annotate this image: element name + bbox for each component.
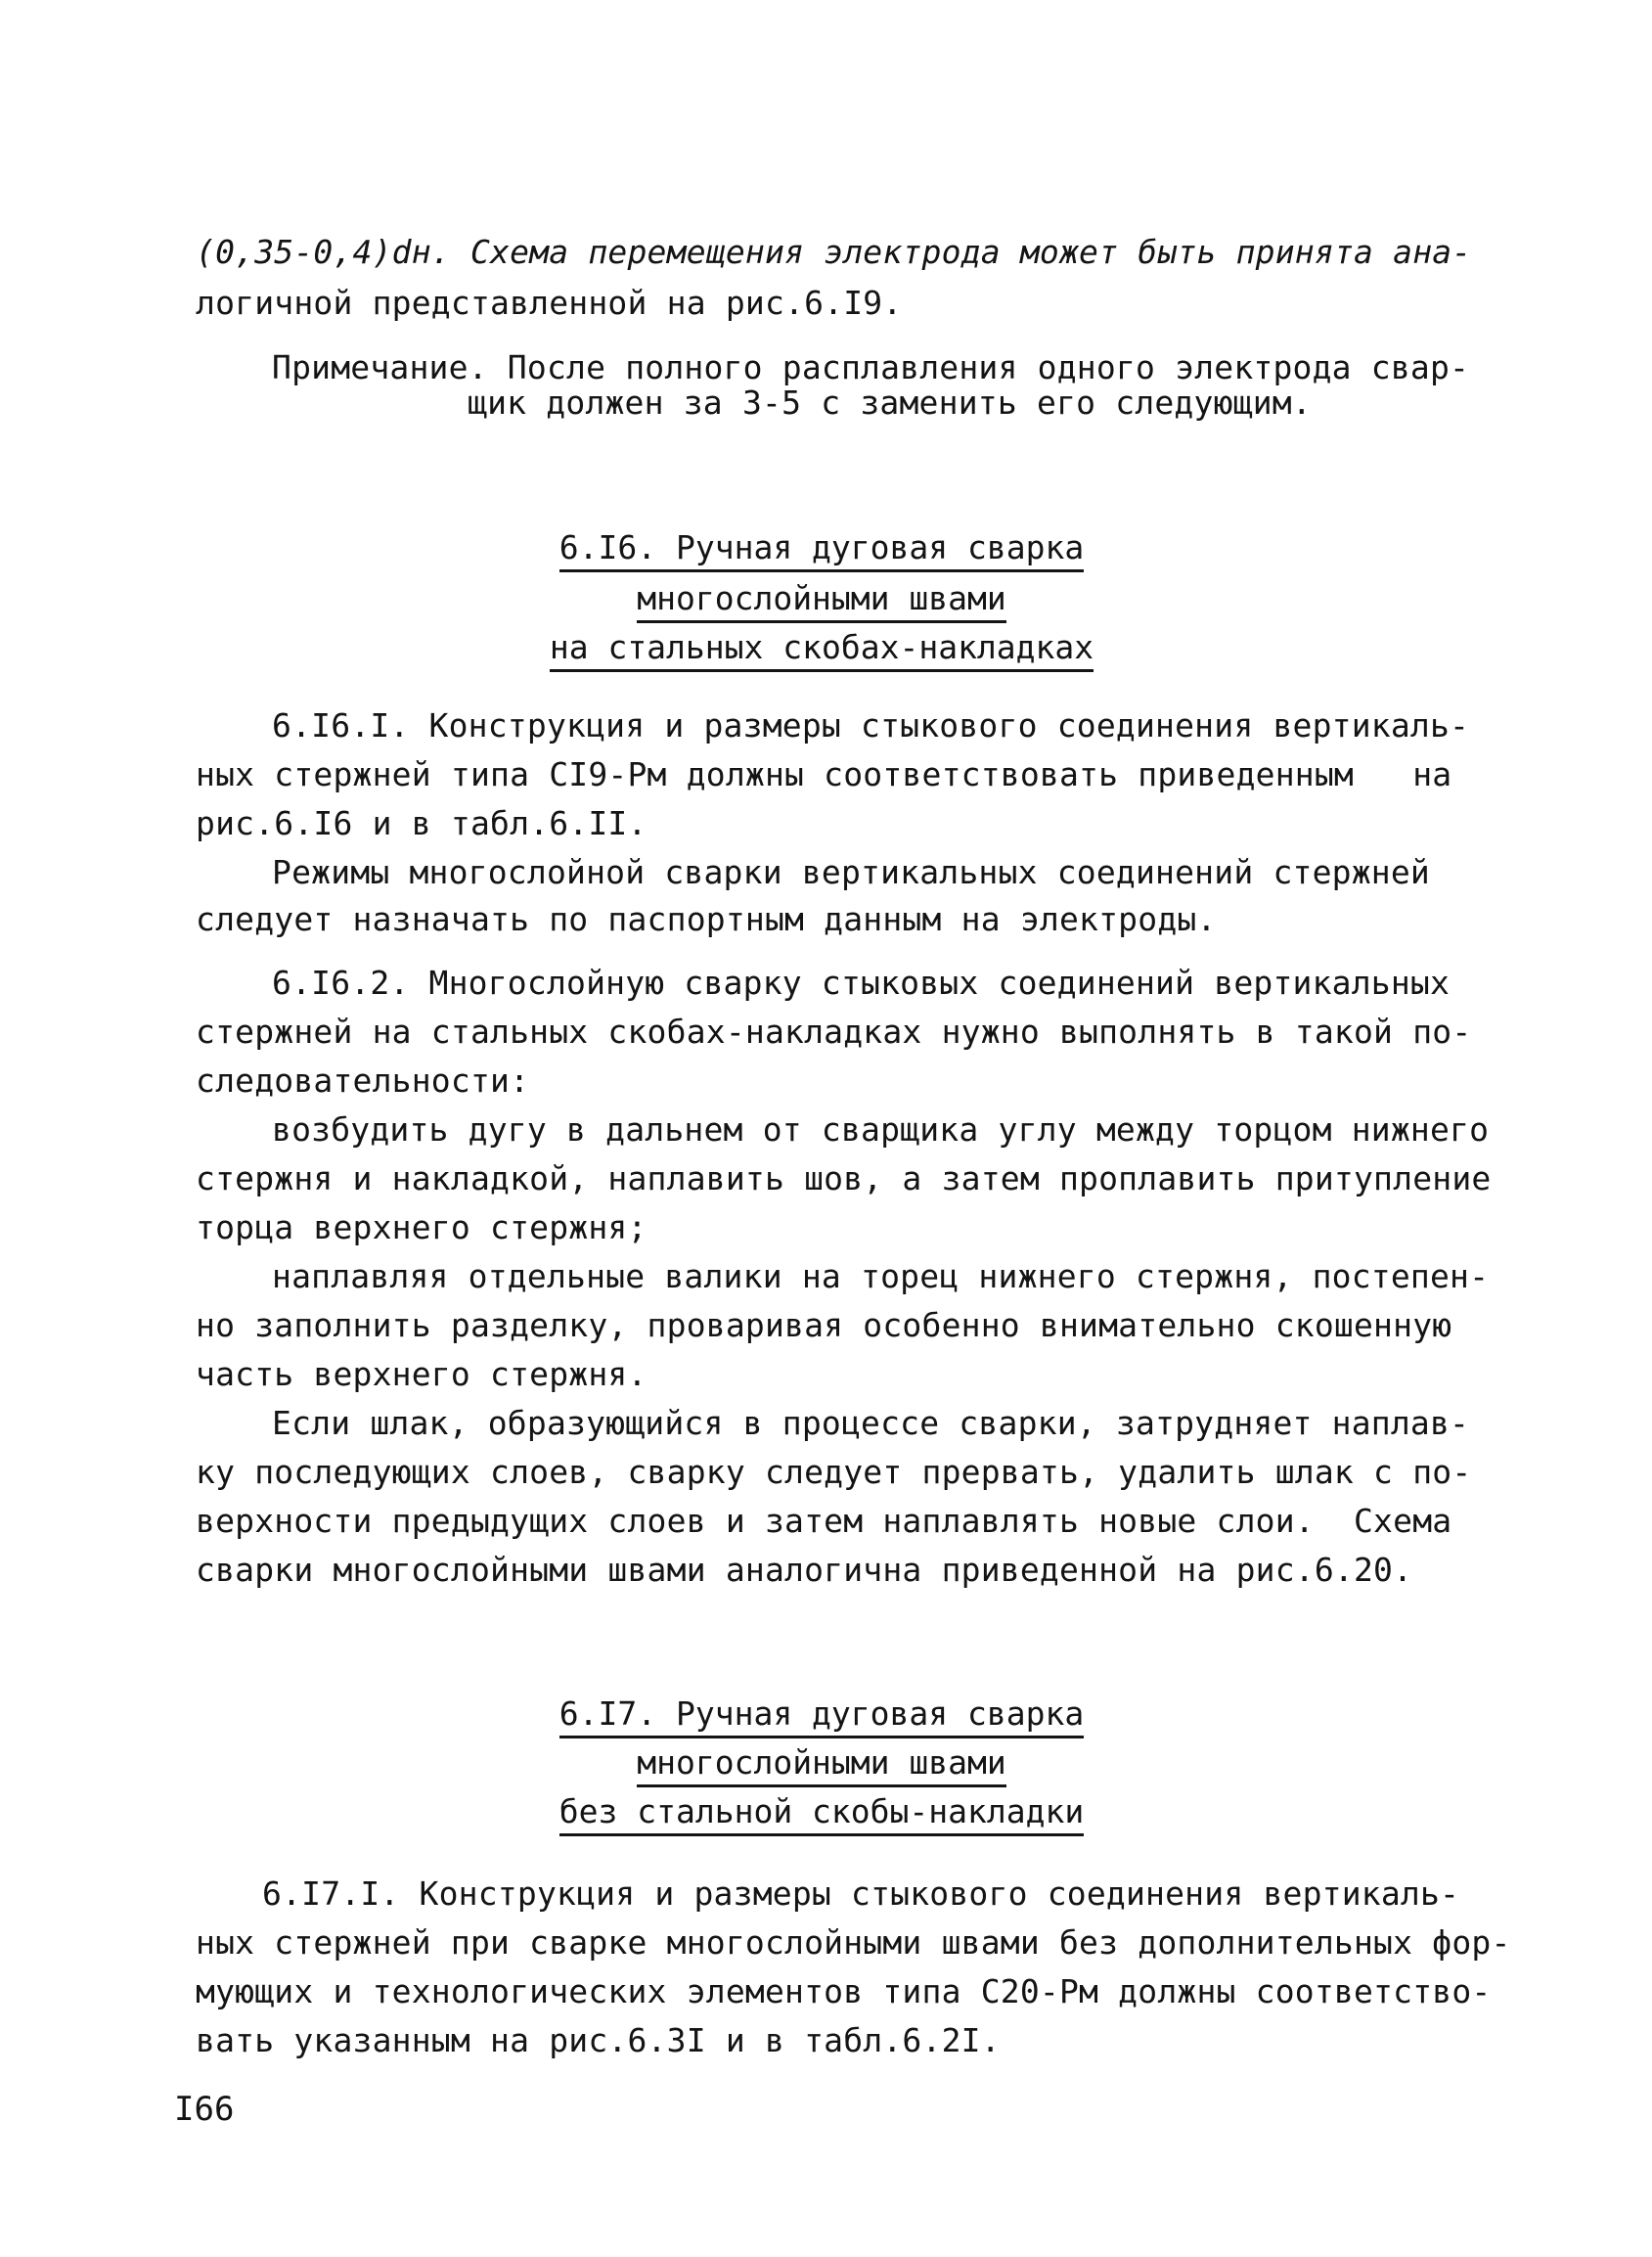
paragraph-line: торца верхнего стержня; — [196, 1208, 647, 1246]
paragraph-line: 6.I6.I. Конструкция и размеры стыкового соединения вертикаль- — [272, 706, 1470, 745]
intro-line: логичной представленной на рис.6.I9. — [196, 284, 903, 322]
paragraph-line: вать указанным на рис.6.3I и в табл.6.2I. — [196, 2021, 1001, 2059]
paragraph-line: 6.I7.I. Конструкция и размеры стыкового соединения вертикаль- — [262, 1874, 1460, 1913]
note-line: щик должен за 3-5 с заменить его следующим. — [468, 384, 1312, 422]
paragraph-line: рис.6.I6 и в табл.6.II. — [196, 804, 647, 842]
paragraph-line: верхности предыдущих слоев и затем наплавлять новые слои. Схема — [196, 1502, 1452, 1540]
section-title: на стальных скобах-накладках — [411, 628, 1232, 672]
paragraph-line: ных стержней при сварке многослойными швами без дополнительных фор- — [196, 1923, 1511, 1962]
paragraph-line: стержня и накладкой, наплавить шов, а затем проплавить притупление — [196, 1159, 1492, 1197]
paragraph-line: 6.I6.2. Многослойную сварку стыковых соединений вертикальных — [272, 964, 1451, 1002]
section-title: многослойными швами — [411, 579, 1232, 623]
section-title: многослойными швами — [411, 1743, 1232, 1787]
section-title: без стальной скобы-накладки — [411, 1792, 1232, 1836]
intro-line: (0,35-0,4)dн. Схема перемещения электрода может быть принята ана- — [196, 233, 1472, 271]
section-title: 6.I7. Ручная дуговая сварка — [411, 1694, 1232, 1738]
paragraph-line: мующих и технологических элементов типа С20-Рм должны соответство- — [196, 1972, 1492, 2010]
page-number: I66 — [174, 2090, 235, 2129]
paragraph-line: но заполнить разделку, проваривая особенно внимательно скошенную — [196, 1306, 1452, 1344]
paragraph-line: наплавляя отдельные валики на торец нижнего стержня, постепен- — [272, 1257, 1490, 1295]
paragraph-line: следовательности: — [196, 1061, 530, 1100]
note-line: Примечание. После полного расплавления одного электрода свар- — [272, 348, 1470, 386]
paragraph-line: стержней на стальных скобах-накладках нужно выполнять в такой по- — [196, 1013, 1472, 1051]
paragraph-line: сварки многослойными швами аналогична приведенной на рис.6.20. — [196, 1551, 1413, 1589]
section-title: 6.I6. Ручная дуговая сварка — [411, 528, 1232, 572]
paragraph-line: следует назначать по паспортным данным на электроды. — [196, 900, 1217, 938]
paragraph-line: ку последующих слоев, сварку следует прервать, удалить шлак с по- — [196, 1453, 1472, 1491]
paragraph-line: часть верхнего стержня. — [196, 1355, 647, 1393]
paragraph-line: возбудить дугу в дальнем от сварщика углу между торцом нижнего — [272, 1110, 1490, 1149]
paragraph-line: ных стержней типа CI9-Рм должны соответствовать приведенным на — [196, 755, 1452, 793]
paragraph-line: Если шлак, образующийся в процессе сварки, затрудняет наплав- — [272, 1404, 1470, 1442]
paragraph-line: Режимы многослойной сварки вертикальных соединений стержней — [272, 853, 1430, 891]
